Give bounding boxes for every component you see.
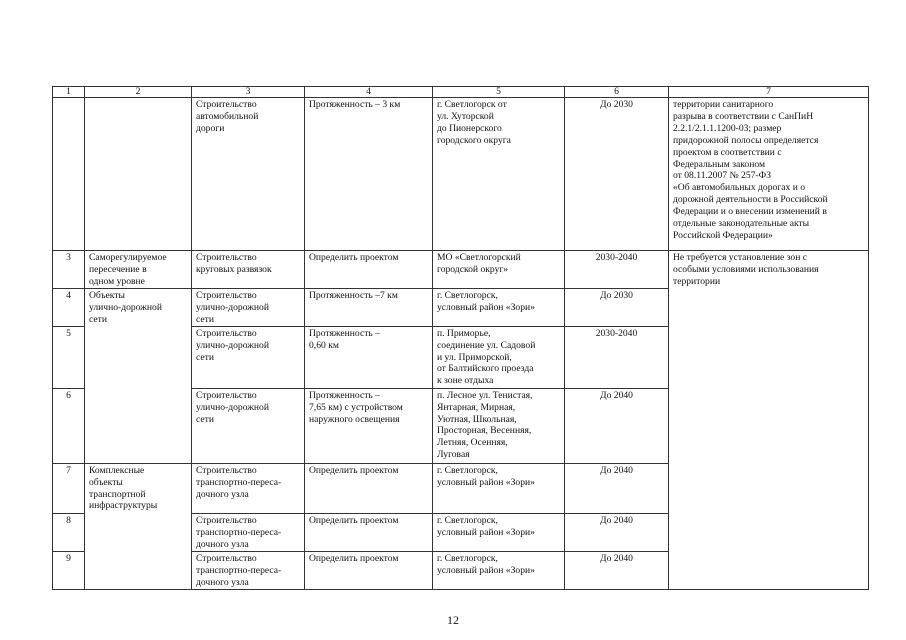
location: п. Лесное ул. Тенистая, Янтарная, Мирная, Уютная, Школьная, Просторная, Весенняя, Летняя, Осенняя, Луговая bbox=[433, 388, 565, 463]
work-type: Строительство улично-дорожной сети bbox=[192, 326, 305, 388]
header-cell: 5 bbox=[433, 87, 565, 98]
work-type: Строительство круговых развязок bbox=[192, 251, 305, 289]
page-number: 12 bbox=[447, 613, 459, 627]
parameters: Определить проектом bbox=[305, 513, 433, 551]
deadline: До 2040 bbox=[565, 463, 669, 513]
location: МО «Светлогорский городской округ» bbox=[433, 251, 565, 289]
row-number: 6 bbox=[53, 388, 85, 463]
row-number: 9 bbox=[53, 551, 85, 589]
work-type: Строительство транспортно-переса- дочного узла bbox=[192, 513, 305, 551]
deadline: 2030-2040 bbox=[565, 326, 669, 388]
object-name bbox=[85, 98, 192, 251]
header-cell: 3 bbox=[192, 87, 305, 98]
header-cell: 2 bbox=[85, 87, 192, 98]
data-table bbox=[52, 86, 869, 590]
deadline: До 2030 bbox=[565, 98, 669, 251]
zone-note: Не требуется установление зон с особыми условиями использования территории bbox=[669, 251, 869, 590]
work-type: Строительство транспортно-переса- дочного узла bbox=[192, 463, 305, 513]
work-type: Строительство транспортно-переса- дочного узла bbox=[192, 551, 305, 589]
location: г. Светлогорск, условный район «Зори» bbox=[433, 513, 565, 551]
row-number: 5 bbox=[53, 326, 85, 388]
row-number: 7 bbox=[53, 463, 85, 513]
deadline: 2030-2040 bbox=[565, 251, 669, 289]
location: г. Светлогорск от ул. Хуторской до Пионерского городского округа bbox=[433, 98, 565, 251]
header-cell: 4 bbox=[305, 87, 433, 98]
location: г. Светлогорск, условный район «Зори» bbox=[433, 551, 565, 589]
header-cell: 1 bbox=[53, 87, 85, 98]
parameters: Определить проектом bbox=[305, 551, 433, 589]
deadline: До 2030 bbox=[565, 289, 669, 327]
row-number: 8 bbox=[53, 513, 85, 551]
parameters: Протяженность – 7,65 км) с устройством наружного освещения bbox=[305, 388, 433, 463]
row-number: 4 bbox=[53, 289, 85, 327]
parameters: Протяженность – 3 км bbox=[305, 98, 433, 251]
object-name: Саморегулируемое пересечение в одном уровне bbox=[85, 251, 192, 289]
parameters: Протяженность – 0,60 км bbox=[305, 326, 433, 388]
deadline: До 2040 bbox=[565, 551, 669, 589]
location: г. Светлогорск, условный район «Зори» bbox=[433, 289, 565, 327]
header-cell: 6 bbox=[565, 87, 669, 98]
parameters: Определить проектом bbox=[305, 251, 433, 289]
zone-note: территории санитарного разрыва в соответствии с СанПиН 2.2.1/2.1.1.1200-03; размер придорожной полосы определяется проектом в соответствии с Федеральным законом от 08.11.2007 № 257-ФЗ «Об автомобильных дорогах и о дорожной деятельности в Российской Федерации и о внесении изменений в отдельные законодательные акты Российской Федерации» bbox=[669, 98, 869, 251]
parameters: Протяженность –7 км bbox=[305, 289, 433, 327]
row-number bbox=[53, 98, 85, 251]
object-name: Комплексные объекты транспортной инфраструктуры bbox=[85, 463, 192, 589]
location: п. Приморье, соединение ул. Садовой и ул. Приморской, от Балтийского проезда к зоне отдыха bbox=[433, 326, 565, 388]
deadline: До 2040 bbox=[565, 388, 669, 463]
work-type: Строительство улично-дорожной сети bbox=[192, 289, 305, 327]
location: г. Светлогорск, условный район «Зори» bbox=[433, 463, 565, 513]
header-row bbox=[53, 87, 869, 98]
object-name: Объекты улично-дорожной сети bbox=[85, 289, 192, 464]
parameters: Определить проектом bbox=[305, 463, 433, 513]
table-row bbox=[53, 251, 869, 289]
work-type: Строительство автомобильной дороги bbox=[192, 98, 305, 251]
row-number: 3 bbox=[53, 251, 85, 289]
deadline: До 2040 bbox=[565, 513, 669, 551]
header-cell: 7 bbox=[669, 87, 869, 98]
work-type: Строительство улично-дорожной сети bbox=[192, 388, 305, 463]
table-row bbox=[53, 98, 869, 251]
